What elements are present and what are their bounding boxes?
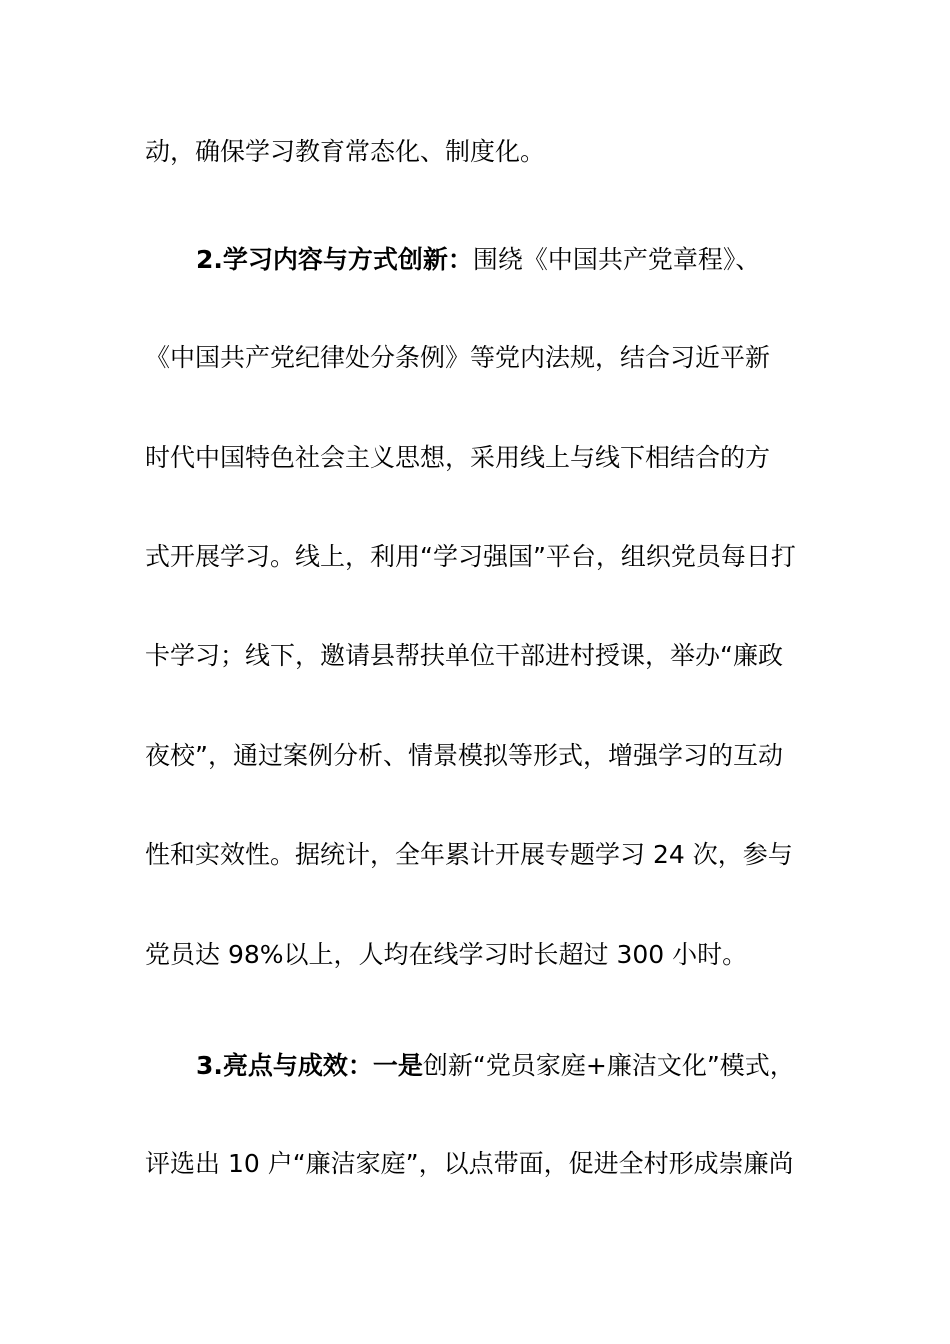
section-2-text: 围绕《中国共产党章程》、 [472, 245, 761, 274]
paragraph-line: 性和实效性。据统计，全年累计开展专题学习 24 次，参与 [145, 840, 793, 869]
section-2-heading: 2.学习内容与方式创新： [196, 245, 473, 274]
paragraph-line: 《中国共产党纪律处分条例》等党内法规，结合习近平新 [145, 343, 771, 372]
paragraph-line: 夜校”，通过案例分析、情景模拟等形式，增强学习的互动 [145, 741, 783, 770]
paragraph-line: 式开展学习。线上，利用“学习强国”平台，组织党员每日打 [145, 542, 796, 571]
paragraph-line: 评选出 10 户“廉洁家庭”，以点带面，促进全村形成崇廉尚 [145, 1149, 794, 1178]
paragraph-line: 卡学习；线下，邀请县帮扶单位干部进村授课，举办“廉政 [145, 641, 783, 670]
section-3-first-line [196, 1050, 795, 1082]
section-3-heading: 3.亮点与成效： [196, 1051, 373, 1080]
paragraph-line: 动，确保学习教育常态化、制度化。 [145, 137, 546, 166]
section-2-first-line [196, 244, 760, 276]
section-3-emphasis: 一是 [372, 1051, 423, 1080]
section-3-text: 创新“党员家庭+廉洁文化”模式， [422, 1051, 795, 1080]
paragraph-line: 党员达 98%以上，人均在线学习时长超过 300 小时。 [145, 940, 748, 969]
paragraph-line: 时代中国特色社会主义思想，采用线上与线下相结合的方 [145, 443, 771, 472]
